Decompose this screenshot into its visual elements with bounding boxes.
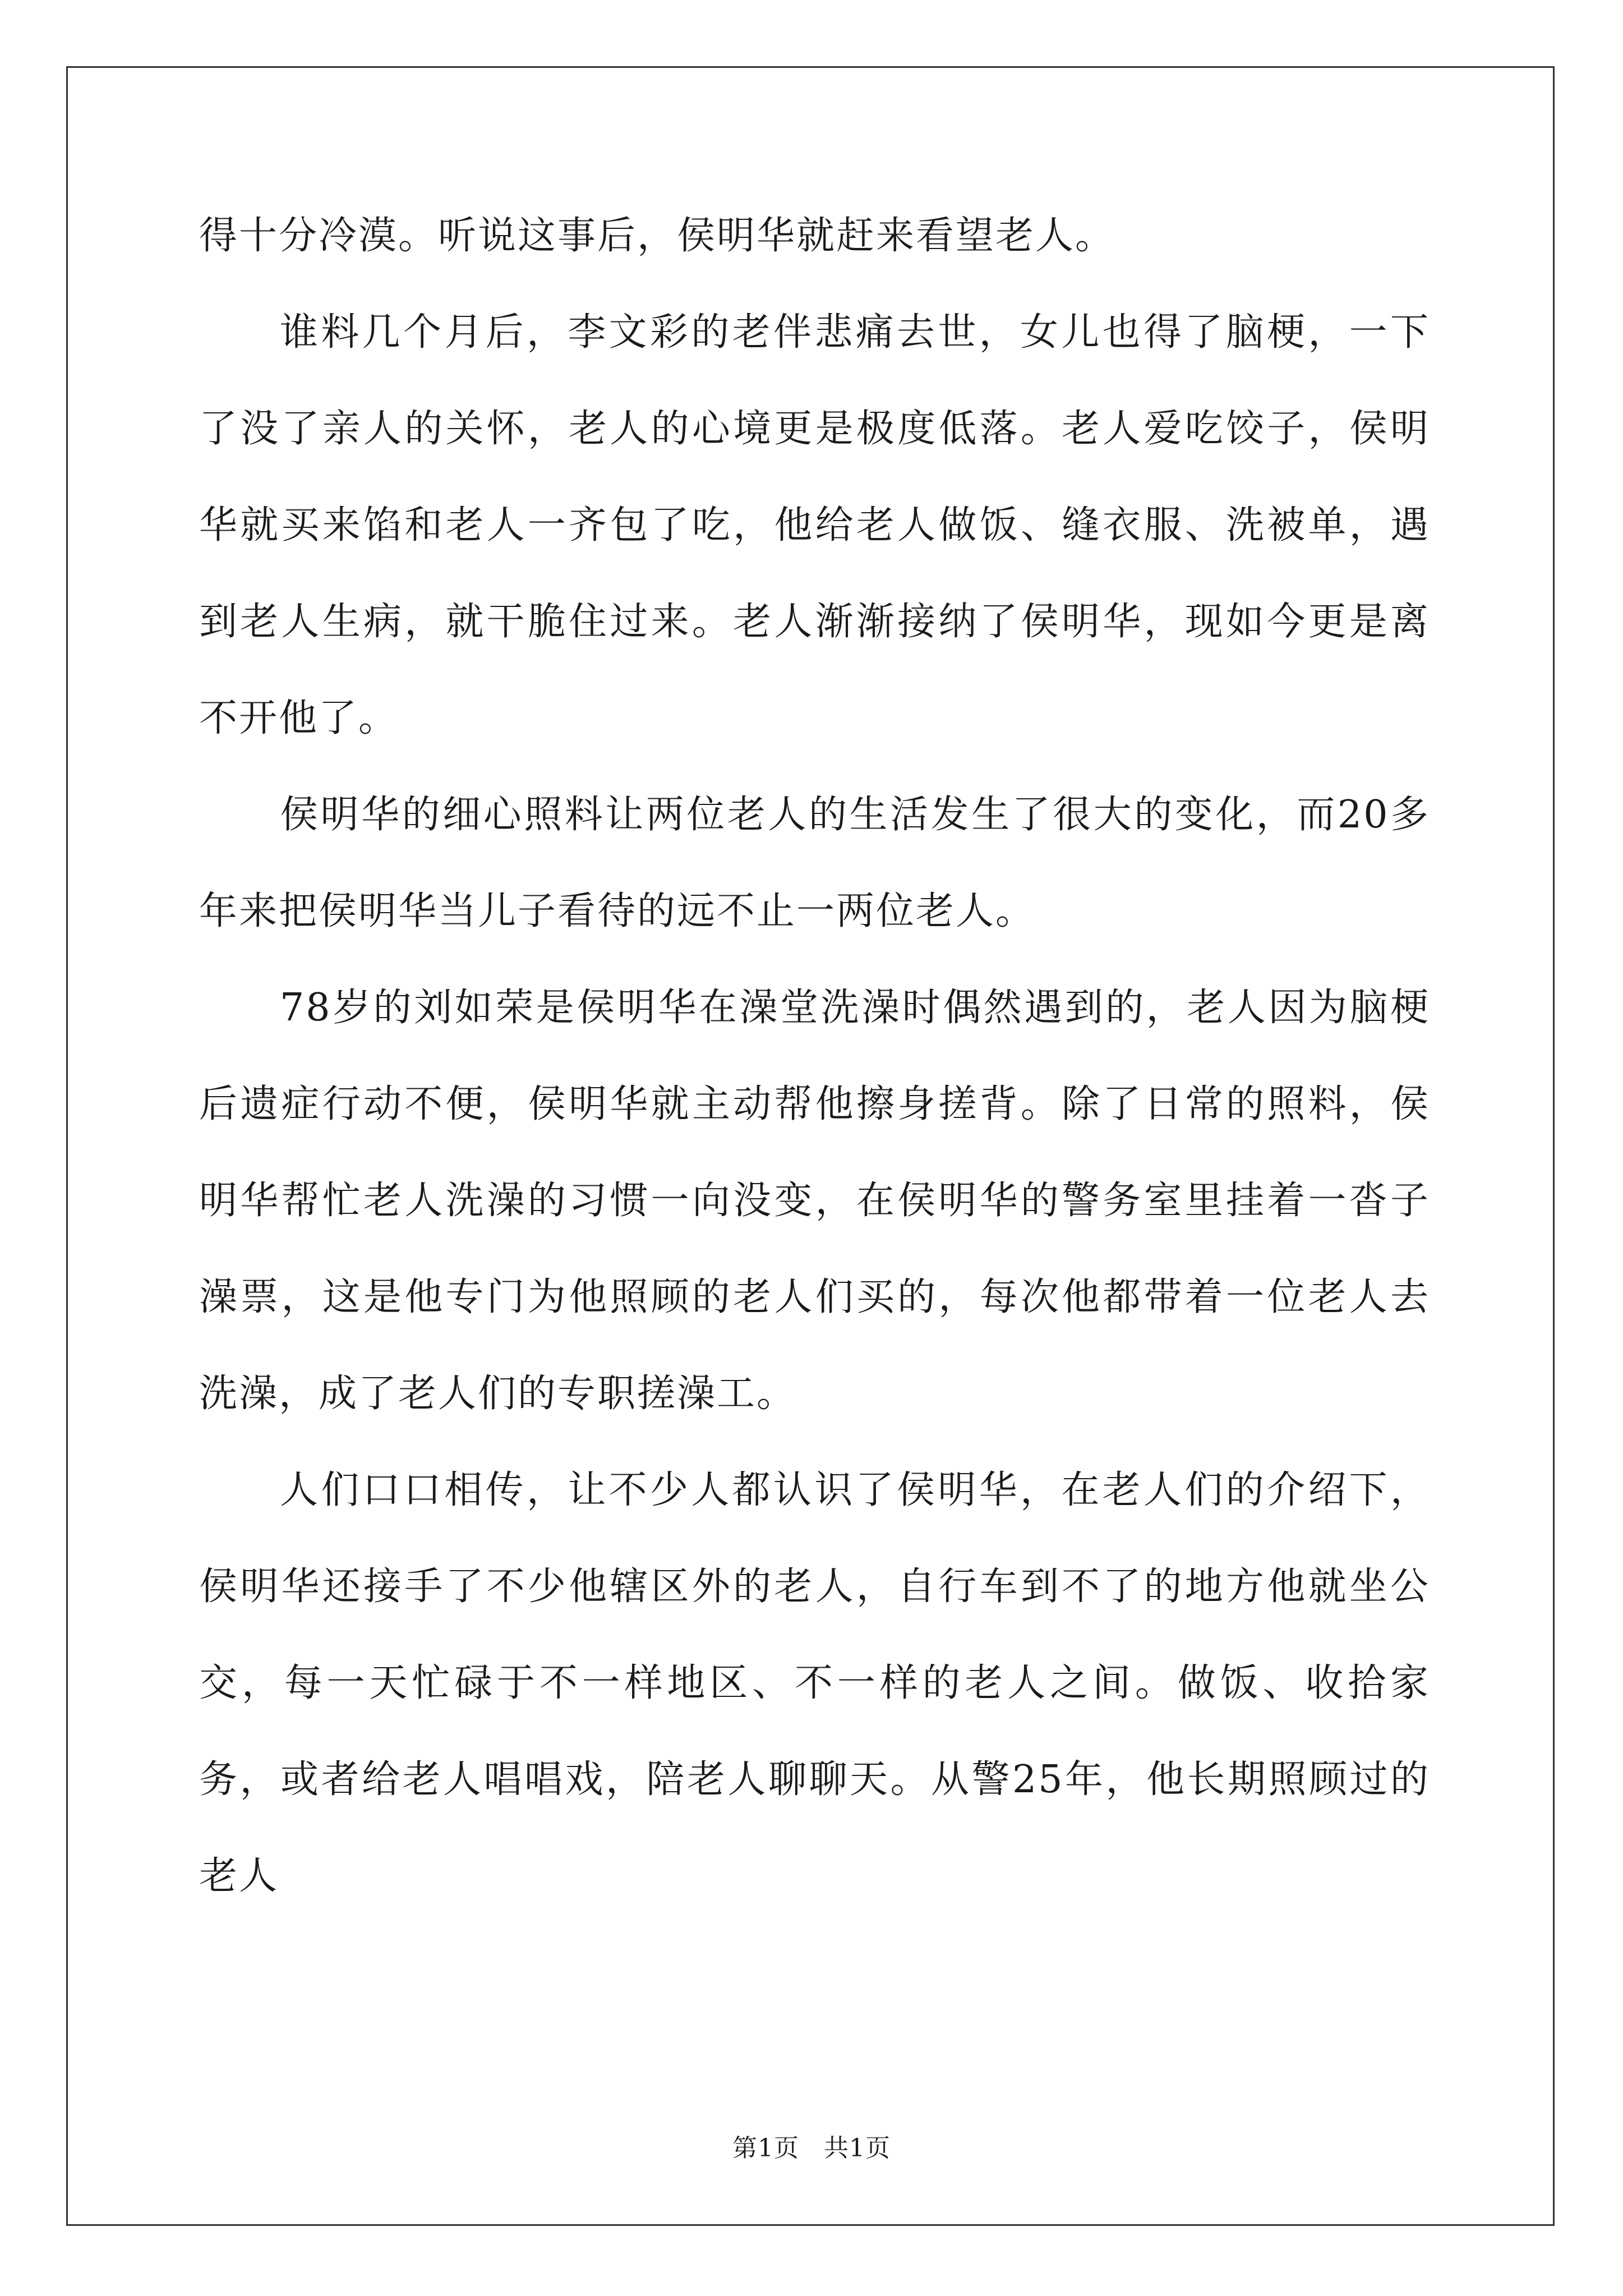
page-number: 第1页	[732, 2134, 799, 2162]
page-footer	[0, 2132, 1623, 2165]
paragraph-4: 78岁的刘如荣是侯明华在澡堂洗澡时偶然遇到的，老人因为脑梗后遗症行动不便，侯明华就主动帮他擦身搓背。除了日常的照料，侯明华帮忙老人洗澡的习惯一向没变，在侯明华的警务室里挂着一沓子澡票，这是他专门为他照顾的老人们买的，每次他都带着一位老人去洗澡，成了老人们的专职搓澡工。	[199, 986, 1430, 1416]
paragraph-3: 侯明华的细心照料让两位老人的生活发生了很大的变化，而20多年来把侯明华当儿子看待的远不止一两位老人。	[199, 793, 1430, 933]
paragraph-2: 谁料几个月后，李文彩的老伴悲痛去世，女儿也得了脑梗，一下了没了亲人的关怀，老人的心境更是极度低落。老人爱吃饺子，侯明华就买来馅和老人一齐包了吃，他给老人做饭、缝衣服、洗被单，遇到老人生病，就干脆住过来。老人渐渐接纳了侯明华，现如今更是离不开他了。	[199, 310, 1430, 740]
document-body	[199, 188, 1430, 1925]
total-pages: 共1页	[824, 2134, 891, 2162]
paragraph-5: 人们口口相传，让不少人都认识了侯明华，在老人们的介绍下，侯明华还接手了不少他辖区外的老人，自行车到不了的地方他就坐公交，每一天忙碌于不一样地区、不一样的老人之间。做饭、收拾家务，或者给老人唱唱戏，陪老人聊聊天。从警25年，他长期照顾过的老人	[199, 1468, 1430, 1898]
paragraph-1: 得十分冷漠。听说这事后，侯明华就赶来看望老人。	[199, 214, 1115, 258]
